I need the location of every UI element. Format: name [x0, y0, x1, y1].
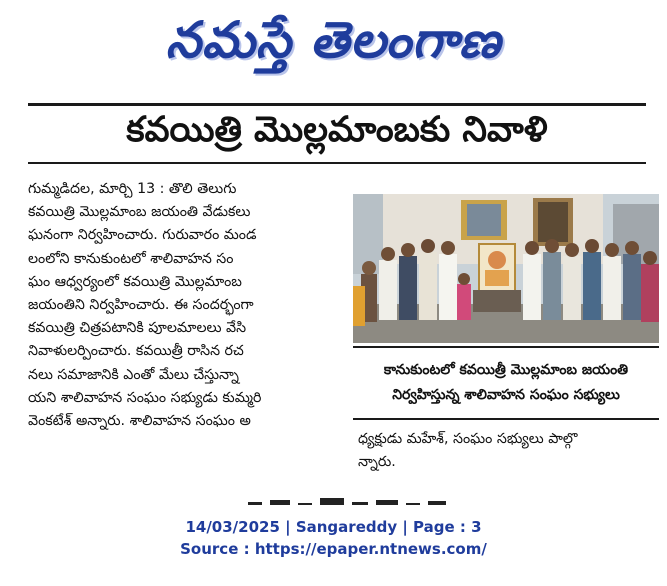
- news-clipping: [8, 98, 659, 505]
- body-line: నివాళులర్పించారు. కవయిత్రీ రాసిన రచ: [28, 343, 244, 360]
- body-line: వెంకటేశ్ అన్నారు. శాలివాహన సంఘం అ: [28, 412, 251, 429]
- body-line: యని శాలివాహన సంఘం సభ్యుడు కుమ్మరి: [28, 389, 262, 406]
- article-body: [28, 178, 350, 433]
- footer-source: [0, 538, 667, 560]
- article-continuation: [358, 428, 658, 474]
- body-line: గుమ్మడిదల, మార్చి 13 : తొలి తెలుగు: [28, 181, 237, 197]
- masthead-logo: నమస్తే తెలంగాణ: [165, 10, 502, 69]
- event-photo-illustration: [353, 194, 659, 343]
- continuation-line: ధ్యక్షుడు మహేశ్, సంఘం సభ్యులు పాల్గొ: [358, 431, 578, 447]
- footer: [0, 516, 667, 560]
- body-line: జయంతిని నిర్వహించారు. ఈ సందర్భంగా: [28, 296, 254, 313]
- photo-caption: [353, 346, 659, 420]
- continuation-line: న్నారు.: [358, 454, 396, 471]
- body-line: ఘనంగా నిర్వహించారు. గురువారం మండ: [28, 227, 257, 244]
- footer-dateline: 14/03/2025 | Sangareddy | Page : 3: [185, 518, 482, 536]
- event-photo: [353, 194, 659, 343]
- next-article-heading-cutoff: [248, 492, 448, 505]
- headline-box: [28, 103, 646, 164]
- source-link[interactable]: Source : https://epaper.ntnews.com/: [180, 540, 487, 558]
- body-line: ఘం ఆధ్వర్యంలో కవయిత్రి మొల్లమాంబ: [28, 273, 242, 290]
- body-line: లంలోని కానుకుంటలో శాలివాహన సం: [28, 250, 234, 267]
- newspaper-masthead: [0, 0, 667, 92]
- caption-line: కానుకుంటలో కవయిత్రీ మొల్లమాంబ జయంతి: [383, 362, 629, 378]
- article-headline: కవయిత్రి మొల్లమాంబకు నివాళి: [126, 110, 548, 150]
- body-line: నలు సమాజానికి ఎంతో మేలు చేస్తున్నా: [28, 366, 239, 383]
- body-line: కవయిత్రి మొల్లమాంబ జయంతి వేడుకలు: [28, 204, 251, 221]
- caption-line: నిర్వహిస్తున్న శాలివాహన సంఘం సభ్యులు: [392, 387, 620, 403]
- body-line: కవయిత్రి చిత్రపటానికి పూలమాలలు వేసి: [28, 320, 247, 337]
